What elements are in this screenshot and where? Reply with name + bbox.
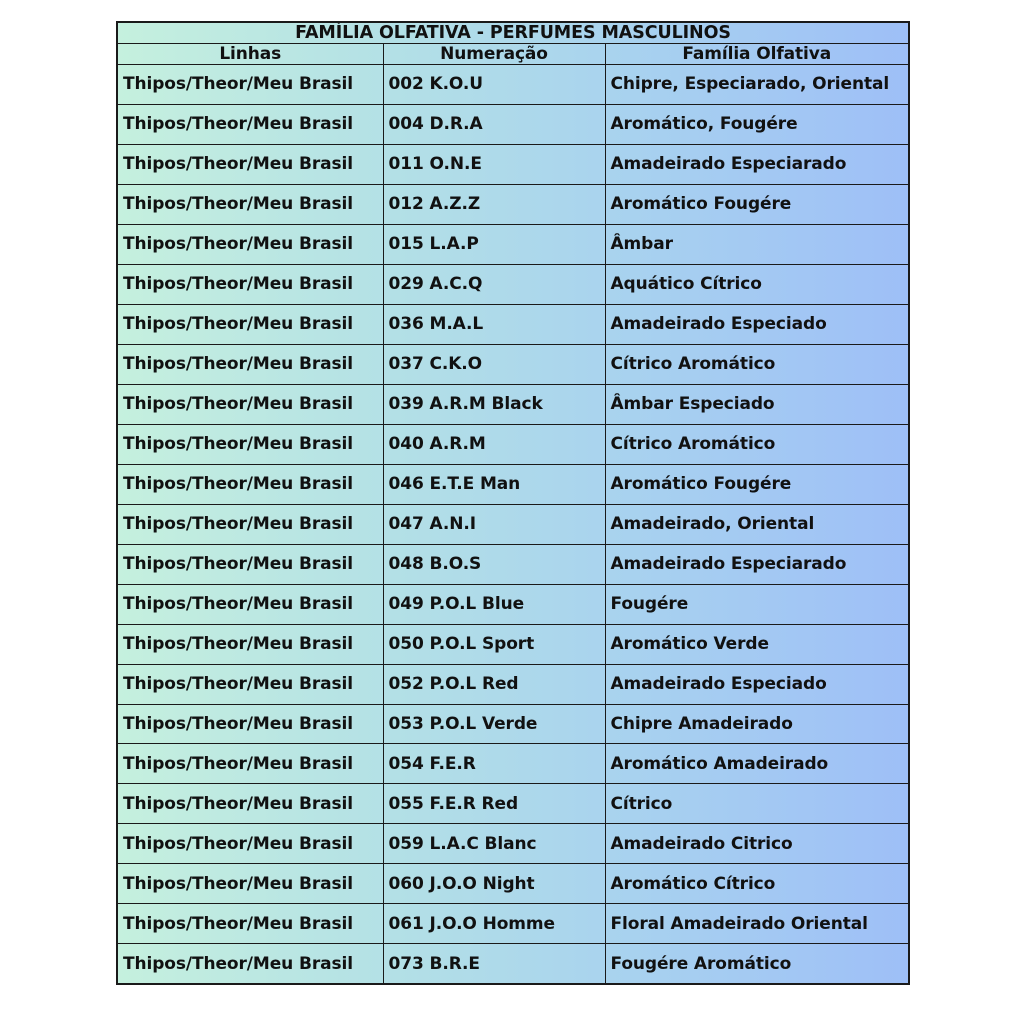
cell-linha: Thipos/Theor/Meu Brasil: [118, 424, 383, 464]
cell-numeracao: 029 A.C.Q: [383, 264, 605, 304]
cell-numeracao: 047 A.N.I: [383, 504, 605, 544]
cell-linha: Thipos/Theor/Meu Brasil: [118, 144, 383, 184]
cell-linha: Thipos/Theor/Meu Brasil: [118, 304, 383, 344]
table-row: [118, 65, 908, 105]
cell-linha: Thipos/Theor/Meu Brasil: [118, 464, 383, 504]
cell-familia-olfativa: Amadeirado Especiado: [605, 304, 908, 344]
cell-familia-olfativa: Cítrico: [605, 784, 908, 824]
table-header-row: [118, 44, 908, 65]
table-row: [118, 824, 908, 864]
cell-familia-olfativa: Cítrico Aromático: [605, 344, 908, 384]
table-title-row: [118, 23, 908, 44]
cell-numeracao: 050 P.O.L Sport: [383, 624, 605, 664]
cell-linha: Thipos/Theor/Meu Brasil: [118, 824, 383, 864]
table-row: [118, 464, 908, 504]
cell-linha: Thipos/Theor/Meu Brasil: [118, 904, 383, 944]
table-row: [118, 344, 908, 384]
cell-numeracao: 012 A.Z.Z: [383, 184, 605, 224]
cell-numeracao: 048 B.O.S: [383, 544, 605, 584]
table-row: [118, 784, 908, 824]
table-row: [118, 704, 908, 744]
table-row: [118, 584, 908, 624]
cell-familia-olfativa: Amadeirado Especiarado: [605, 544, 908, 584]
cell-numeracao: 015 L.A.P: [383, 224, 605, 264]
table-row: [118, 384, 908, 424]
cell-numeracao: 055 F.E.R Red: [383, 784, 605, 824]
cell-numeracao: 073 B.R.E: [383, 944, 605, 983]
cell-linha: Thipos/Theor/Meu Brasil: [118, 944, 383, 983]
cell-familia-olfativa: Aquático Cítrico: [605, 264, 908, 304]
cell-numeracao: 049 P.O.L Blue: [383, 584, 605, 624]
cell-linha: Thipos/Theor/Meu Brasil: [118, 704, 383, 744]
cell-familia-olfativa: Aromático Fougére: [605, 184, 908, 224]
cell-numeracao: 039 A.R.M Black: [383, 384, 605, 424]
cell-familia-olfativa: Amadeirado Especiado: [605, 664, 908, 704]
cell-numeracao: 054 F.E.R: [383, 744, 605, 784]
cell-familia-olfativa: Amadeirado Especiarado: [605, 144, 908, 184]
cell-familia-olfativa: Fougére: [605, 584, 908, 624]
cell-linha: Thipos/Theor/Meu Brasil: [118, 104, 383, 144]
cell-numeracao: 053 P.O.L Verde: [383, 704, 605, 744]
table-row: [118, 104, 908, 144]
cell-numeracao: 011 O.N.E: [383, 144, 605, 184]
cell-familia-olfativa: Amadeirado, Oriental: [605, 504, 908, 544]
cell-linha: Thipos/Theor/Meu Brasil: [118, 65, 383, 105]
cell-numeracao: 052 P.O.L Red: [383, 664, 605, 704]
perfume-table-sheet: [116, 21, 910, 985]
cell-linha: Thipos/Theor/Meu Brasil: [118, 504, 383, 544]
table-row: [118, 264, 908, 304]
table-row: [118, 184, 908, 224]
cell-numeracao: 037 C.K.O: [383, 344, 605, 384]
cell-familia-olfativa: Aromático Verde: [605, 624, 908, 664]
cell-familia-olfativa: Âmbar: [605, 224, 908, 264]
table-row: [118, 544, 908, 584]
table-row: [118, 224, 908, 264]
column-header-numeracao: Numeração: [383, 44, 605, 65]
cell-linha: Thipos/Theor/Meu Brasil: [118, 384, 383, 424]
cell-familia-olfativa: Aromático Cítrico: [605, 864, 908, 904]
table-row: [118, 624, 908, 664]
table-row: [118, 504, 908, 544]
table-title: FAMÍLIA OLFATIVA - PERFUMES MASCULINOS: [118, 23, 908, 44]
table-row: [118, 424, 908, 464]
cell-familia-olfativa: Fougére Aromático: [605, 944, 908, 983]
table-row: [118, 944, 908, 983]
cell-familia-olfativa: Aromático Fougére: [605, 464, 908, 504]
table-row: [118, 744, 908, 784]
cell-linha: Thipos/Theor/Meu Brasil: [118, 744, 383, 784]
cell-familia-olfativa: Âmbar Especiado: [605, 384, 908, 424]
cell-familia-olfativa: Aromático Amadeirado: [605, 744, 908, 784]
column-header-familia-olfativa: Família Olfativa: [605, 44, 908, 65]
cell-familia-olfativa: Cítrico Aromático: [605, 424, 908, 464]
cell-numeracao: 040 A.R.M: [383, 424, 605, 464]
cell-numeracao: 002 K.O.U: [383, 65, 605, 105]
table-row: [118, 664, 908, 704]
cell-linha: Thipos/Theor/Meu Brasil: [118, 544, 383, 584]
cell-linha: Thipos/Theor/Meu Brasil: [118, 624, 383, 664]
cell-numeracao: 046 E.T.E Man: [383, 464, 605, 504]
cell-linha: Thipos/Theor/Meu Brasil: [118, 784, 383, 824]
cell-numeracao: 060 J.O.O Night: [383, 864, 605, 904]
cell-linha: Thipos/Theor/Meu Brasil: [118, 584, 383, 624]
cell-numeracao: 059 L.A.C Blanc: [383, 824, 605, 864]
perfume-family-table: [118, 23, 908, 983]
cell-linha: Thipos/Theor/Meu Brasil: [118, 224, 383, 264]
table-row: [118, 864, 908, 904]
cell-familia-olfativa: Aromático, Fougére: [605, 104, 908, 144]
cell-numeracao: 036 M.A.L: [383, 304, 605, 344]
cell-linha: Thipos/Theor/Meu Brasil: [118, 184, 383, 224]
column-header-linhas: Linhas: [118, 44, 383, 65]
cell-familia-olfativa: Floral Amadeirado Oriental: [605, 904, 908, 944]
cell-linha: Thipos/Theor/Meu Brasil: [118, 864, 383, 904]
table-body: [118, 65, 908, 984]
cell-linha: Thipos/Theor/Meu Brasil: [118, 344, 383, 384]
cell-linha: Thipos/Theor/Meu Brasil: [118, 664, 383, 704]
cell-numeracao: 061 J.O.O Homme: [383, 904, 605, 944]
cell-familia-olfativa: Chipre, Especiarado, Oriental: [605, 65, 908, 105]
table-row: [118, 144, 908, 184]
cell-linha: Thipos/Theor/Meu Brasil: [118, 264, 383, 304]
cell-familia-olfativa: Amadeirado Citrico: [605, 824, 908, 864]
table-row: [118, 904, 908, 944]
cell-familia-olfativa: Chipre Amadeirado: [605, 704, 908, 744]
table-row: [118, 304, 908, 344]
cell-numeracao: 004 D.R.A: [383, 104, 605, 144]
